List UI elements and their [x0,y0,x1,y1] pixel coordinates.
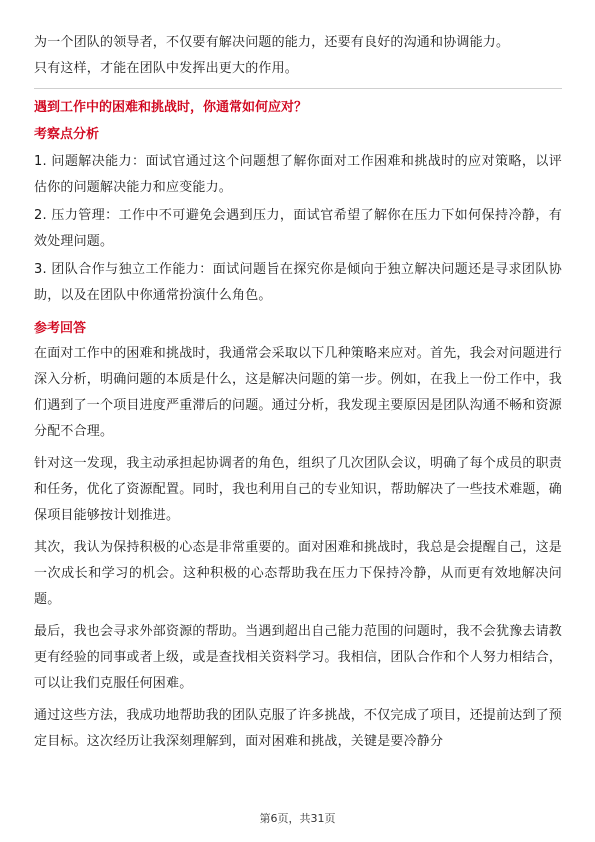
analysis-point: 2. 压力管理：工作中不可避免会遇到压力，面试官希望了解你在压力下如何保持冷静，有效处理问题。 [34,208,562,249]
intro-line: 为一个团队的领导者，不仅要有解决问题的能力，还要有良好的沟通和协调能力。 [34,35,510,50]
analysis-point: 3. 团队合作与独立工作能力：面试问题旨在探究你是倾向于独立解决问题还是寻求团队协助，以及在团队中你通常扮演什么角色。 [34,262,562,303]
question-title: 遇到工作中的困难和挑战时，你通常如何应对？ [34,100,308,115]
page-number-footer: 第6页，共31页 [259,812,336,825]
page-content [34,30,562,755]
answer-paragraph: 通过这些方法，我成功地帮助我的团队克服了许多挑战，不仅完成了项目，还提前达到了预定目标。这次经历让我深刻理解到，面对困难和挑战，关键是要冷静分 [34,708,563,749]
analysis-point: 1. 问题解决能力：面试官通过这个问题想了解你面对工作困难和挑战时的应对策略，以评估你的问题解决能力和应变能力。 [34,154,562,195]
analysis-heading: 考察点分析 [34,127,100,142]
answer-paragraph: 其次，我认为保持积极的心态是非常重要的。面对困难和挑战时，我总是会提醒自己，这是一次成长和学习的机会。这种积极的心态帮助我在压力下保持冷静，从而更有效地解决问题。 [34,540,563,607]
answer-paragraph: 在面对工作中的困难和挑战时，我通常会采取以下几种策略来应对。首先，我会对问题进行深入分析，明确问题的本质是什么，这是解决问题的第一步。例如，在我上一份工作中，我们遇到了一个项目进度严重滞后的问题。通过分析，我发现主要原因是团队沟通不畅和资源分配不合理。 [34,346,563,439]
intro-block [34,30,562,82]
answer-heading: 参考回答 [34,321,87,336]
intro-line: 只有这样，才能在团队中发挥出更大的作用。 [34,61,299,76]
answer-paragraph: 针对这一发现，我主动承担起协调者的角色，组织了几次团队会议，明确了每个成员的职责和任务，优化了资源配置。同时，我也利用自己的专业知识，帮助解决了一些技术难题，确保项目能够按计划推进。 [34,456,563,523]
answer-paragraph: 最后，我也会寻求外部资源的帮助。当遇到超出自己能力范围的问题时，我不会犹豫去请教更有经验的同事或者上级，或是查找相关资料学习。我相信，团队合作和个人努力相结合，可以让我们克服任何困难。 [34,624,563,691]
section-divider [34,88,562,89]
